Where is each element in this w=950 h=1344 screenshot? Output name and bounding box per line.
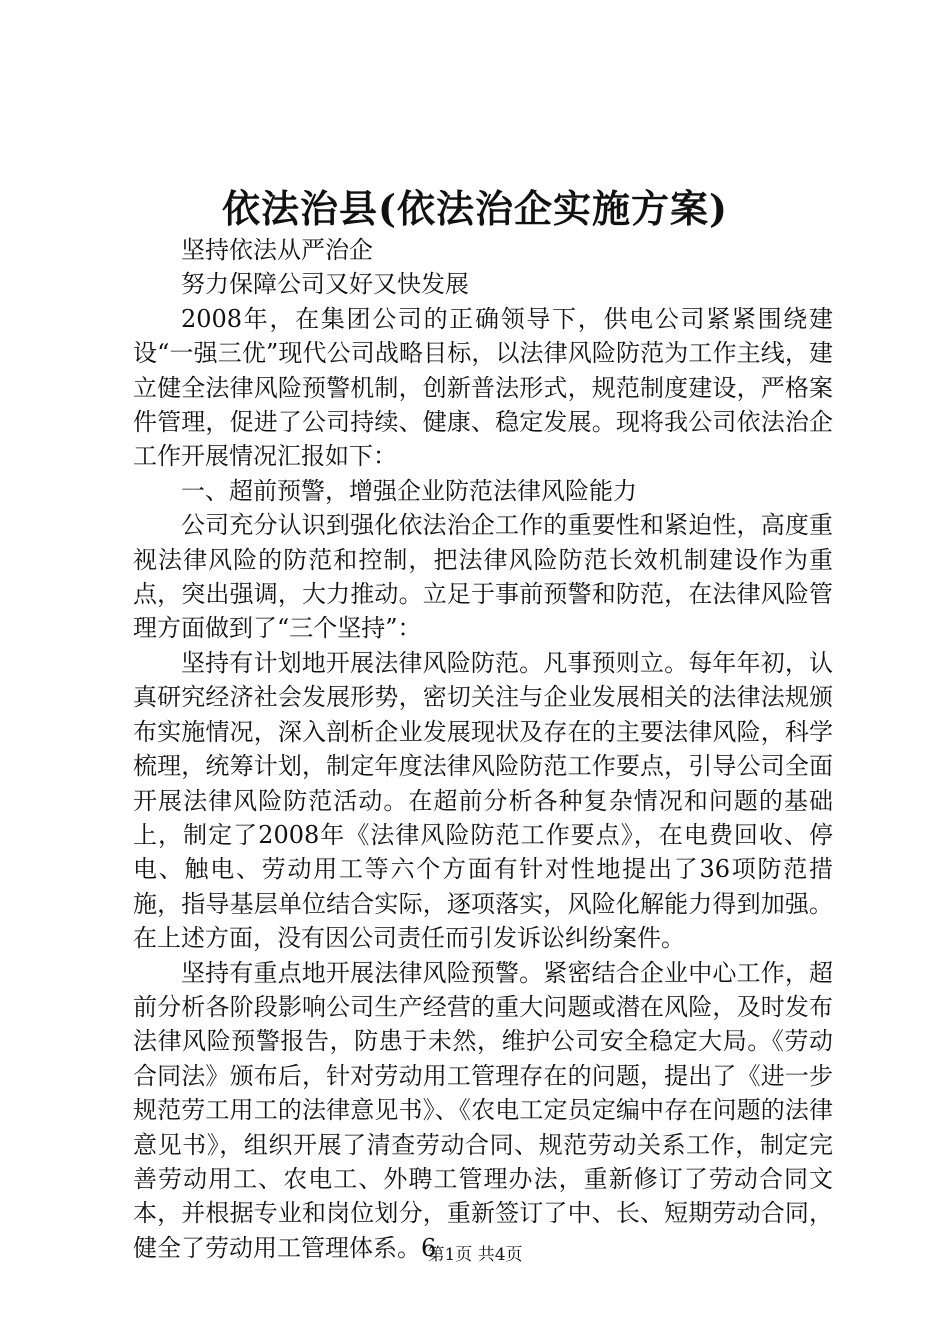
paragraph: 坚持有计划地开展法律风险防范。凡事预则立。每年年初，认真研究经济社会发展形势，密切关注与企业发展相关的法律法规颁布实施情况，深入剖析企业发展现状及存在的主要法律风险，科学梳理，统筹计划，制定年度法律风险防范工作要点，引导公司全面开展法律风险防范活动。在超前分析各种复杂情况和问题的基础上，制定了2008年《法律风险防范工作要点》，在电费回收、停电、触电、劳动用工等六个方面有针对性地提出了36项防范措施，指导基层单位结合实际，逐项落实，风险化解能力得到加强。在上述方面，没有因公司责任而引发诉讼纠纷案件。 — [133, 648, 833, 953]
paragraph: 坚持依法从严治企 — [181, 236, 373, 264]
paragraph: 努力保障公司又好又快发展 — [181, 270, 469, 299]
paragraph: 公司充分认识到强化依法治企工作的重要性和紧迫性，高度重视法律风险的防范和控制，把法律风险防范长效机制建设作为重点，突出强调，大力推动。立足于事前预警和防范，在法律风险管理方面做到了“三个坚持”： — [133, 511, 833, 643]
document-title: 依法治县(依法治企实施方案) — [222, 186, 728, 231]
document-body — [133, 233, 833, 1265]
section-heading: 一、超前预警，增强企业防范法律风险能力 — [181, 476, 637, 505]
page-footer: 第1页 共4页 — [427, 1245, 523, 1265]
paragraph: 2008年，在集团公司的正确领导下，供电公司紧紧围绕建设“一强三优”现代公司战略目标，以法律风险防范为工作主线，建立健全法律风险预警机制，创新普法形式，规范制度建设，严格案件管理，促进了公司持续、健康、稳定发展。现将我公司依法治企工作开展情况汇报如下： — [133, 304, 833, 471]
paragraph: 坚持有重点地开展法律风险预警。紧密结合企业中心工作，超前分析各阶段影响公司生产经营的重大问题或潜在风险，及时发布法律风险预警报告，防患于未然，维护公司安全稳定大局。《劳动合同法》颁布后，针对劳动用工管理存在的问题，提出了《进一步规范劳工用工的法律意见书》、《农电工定员定编中存在问题的法律意见书》，组织开展了清查劳动合同、规范劳动关系工作，制定完善劳动用工、农电工、外聘工管理办法，重新修订了劳动合同文本，并根据专业和岗位划分，重新签订了中、长、短期劳动合同，健全了劳动用工管理体系。6 — [133, 958, 833, 1262]
